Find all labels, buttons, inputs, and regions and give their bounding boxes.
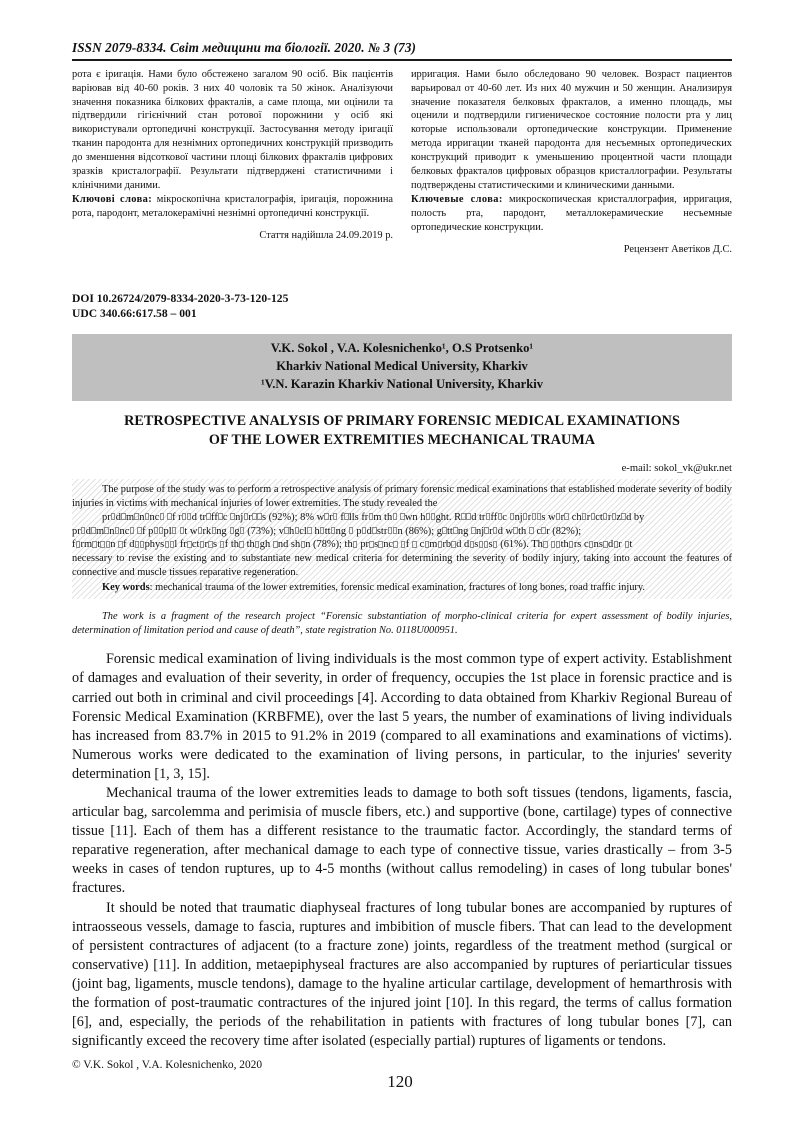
missing-glyph <box>589 541 593 548</box>
missing-glyph <box>431 513 435 520</box>
missing-glyph <box>388 527 392 534</box>
article-body <box>72 650 732 1051</box>
missing-glyph <box>206 513 210 520</box>
missing-glyph <box>218 513 222 520</box>
article-title <box>72 412 732 450</box>
missing-glyph <box>159 527 163 534</box>
missing-glyph <box>541 527 545 534</box>
missing-glyph <box>333 513 337 520</box>
abstract-en-degraded-line-1: pr d m n nc f r d tr ff c nj r s (92%); 8% w r f lls fr m th wn h ght. R d tr ff c nj r s w r ch r ct r z d by <box>102 511 645 523</box>
abstract-en-keywords-label: Key words <box>102 582 150 594</box>
identifiers-block <box>72 291 732 322</box>
abstract-ru-body: ирригация. Нами было обследовано 90 человек. Возраст пациентов варьировал от 40-60 лет. Из них 40 мужчин и 50 женщин. Анализируя значение показателя белковых фракталов, а именно площадь, мы оценили и подтвердили гигиеническое состояние полости рта у лиц которые использовали ортопедические конструкции. Применение метода ирригации тканей пародонта для несъемных ортопедических конструкций приводит к уменьшению процентной части площади белковых фракталов цифровых образцов кристаллографии. Результаты подтверждены статистическими и клиническими данными. <box>411 69 732 191</box>
abstract-columns <box>72 68 732 257</box>
missing-glyph <box>556 541 560 548</box>
missing-glyph <box>145 513 149 520</box>
abstract-en-outro: necessary to revise the existing and to substantiate new medical criteria for determining the severity of bodily injury, taking into account the features of connective and muscle tissues reparative regeneration. <box>72 553 732 579</box>
abstract-en-degraded-line-3: f rm t n f d phys l fr ct r s f th th gh nd sh n (78%); th pr s nc f c m rb d d s s (61%). Th th rs c ns d r t <box>72 539 633 551</box>
missing-glyph <box>187 541 191 548</box>
missing-glyph <box>257 513 261 520</box>
missing-glyph <box>212 527 216 534</box>
missing-glyph <box>372 527 376 534</box>
missing-glyph <box>230 527 234 534</box>
missing-glyph <box>471 527 475 534</box>
missing-glyph <box>198 527 202 534</box>
abstract-ru-footnote: Рецензент Аветіков Д.С. <box>623 243 732 255</box>
abstract-en-keywords <box>72 581 732 595</box>
missing-glyph <box>100 541 104 548</box>
missing-glyph <box>252 513 256 520</box>
missing-glyph <box>378 541 382 548</box>
missing-glyph <box>121 513 125 520</box>
missing-glyph <box>401 541 405 548</box>
missing-glyph <box>111 513 115 520</box>
running-head-rule <box>72 59 732 61</box>
missing-glyph <box>466 513 470 520</box>
missing-glyph <box>453 527 457 534</box>
missing-glyph <box>167 513 171 520</box>
missing-glyph <box>244 513 248 520</box>
missing-glyph <box>426 513 430 520</box>
missing-glyph <box>425 541 429 548</box>
missing-glyph <box>165 541 169 548</box>
missing-glyph <box>438 541 442 548</box>
missing-glyph <box>92 541 96 548</box>
missing-glyph <box>106 541 110 548</box>
missing-glyph <box>140 541 144 548</box>
abstract-uk-keywords-text: мікроскопічна кристалографія, іригація, порожнина рота, пародонт, металокерамічні незнімні ортопедичні конструкції. <box>72 194 393 220</box>
missing-glyph <box>451 541 455 548</box>
abstract-uk-keywords-label: Ключові слова: <box>72 194 153 206</box>
doi-line: DOI 10.26724/2079-8334-2020-3-73-120-125 <box>72 291 289 305</box>
missing-glyph <box>115 527 119 534</box>
abstract-ru-keywords-text: микроскопическая кристаллография, ирригация, полость рта, пародонт, металлокерамические несъемные ортопедические конструкции. <box>411 194 732 234</box>
missing-glyph <box>510 513 514 520</box>
missing-glyph <box>603 541 607 548</box>
missing-glyph <box>255 541 259 548</box>
abstract-ukrainian <box>72 68 393 257</box>
abstract-uk-body: рота є іригація. Нами було обстежено загалом 90 осіб. Вік пацієнтів варіював від 40-60 років. З них 40 чоловік та 50 жінок. Аналізуючи значення показника білкових фракталів, а саме площа, ми оцінили та підтвердили гігієнічний стан ротової порожнини у осіб які використували ортопедичні конструкції. Застосування методу іригації тканин пародонта для незнімних ортопедичних конструкцій призводить до зменшення відсоткової частини площі білкових фракталів цифрових зразків кристалографії. Результати підтверджені статистичними і клінічними даними. <box>72 69 393 191</box>
authors-list: V.K. Sokol , V.A. Kolesnichenko¹, O.S Protsenko¹ <box>270 341 534 356</box>
missing-glyph <box>118 541 122 548</box>
missing-glyph <box>537 513 541 520</box>
abstract-en-intro: The purpose of the study was to perform a retrospective analysis of primary forensic medical examinations that established moderate severity of bodily injuries in victims with mechanical injuries of lower extremities. The study revealed the <box>72 483 732 509</box>
body-paragraph-1: Forensic medical examination of living individuals is the most common type of expert activity. Establishment of damages and evaluation of their severity, in order of frequency, occupies the 1st place in forensic practice and is carried out both in criminal and civil proceedings [4]. According to data obtained from Kharkiv Regional Bureau of Forensic Medical Examination (KRBFME), over the last 5 years, the number of examinations of living individuals has increased from 83.7% in 2015 to 91.2% in 2019 (compared to all examinations and examinations of victims). Numerous works were dedicated to the examination of living persons, in particular, to the injuries' severity determination [1, 3, 15]. <box>72 651 732 782</box>
abstract-russian <box>411 68 732 257</box>
affiliation-primary: Kharkiv National Medical University, Kharkiv <box>276 359 528 374</box>
missing-glyph <box>76 541 80 548</box>
missing-glyph <box>556 513 560 520</box>
missing-glyph <box>369 541 373 548</box>
copyright-line: © V.K. Sokol , V.A. Kolesnichenko, 2020 <box>72 1059 263 1071</box>
missing-glyph <box>614 541 618 548</box>
missing-glyph <box>529 527 533 534</box>
missing-glyph <box>625 541 629 548</box>
missing-glyph <box>479 541 483 548</box>
missing-glyph <box>344 513 348 520</box>
missing-glyph <box>284 527 288 534</box>
missing-glyph <box>493 541 497 548</box>
missing-glyph <box>470 541 474 548</box>
affiliation-secondary: ¹V.N. Karazin Kharkiv National University, Kharkiv <box>260 377 544 392</box>
missing-glyph <box>523 513 527 520</box>
missing-glyph <box>486 513 490 520</box>
missing-glyph <box>498 513 502 520</box>
missing-glyph <box>81 527 85 534</box>
missing-glyph <box>603 513 607 520</box>
missing-glyph <box>569 541 573 548</box>
article-title-line-1: RETROSPECTIVE ANALYSIS OF PRIMARY FORENSIC MEDICAL EXAMINATIONS <box>124 412 680 429</box>
missing-glyph <box>154 527 158 534</box>
research-project-note: The work is a fragment of the research project “Forensic substantiation of morpho-clinical criteria for expert assessment of bodily injuries, determination of limitation period and cause of death”, state registration No. 0118U000951. <box>72 611 732 637</box>
abstract-uk-keywords <box>72 193 393 221</box>
missing-glyph <box>130 527 134 534</box>
abstract-en-keywords-text: : mechanical trauma of the lower extremities, forensic medical examination, fractures of long bones, road traffic injury. <box>149 582 646 594</box>
missing-glyph <box>493 527 497 534</box>
udc-line: UDC 340.66:617.58 – 001 <box>72 307 197 321</box>
missing-glyph <box>484 541 488 548</box>
body-paragraph-3: It should be noted that traumatic diaphyseal fractures of long tubular bones are accompanied by ruptures of intraosseous vessels, damage to fascia, ruptures and imbibition of muscle fibers. That can lead to the development of persistent contractures of adjacent (to a fracture zone) joints, regardless of the treatment method (surgical or conservative) [11]. In addition, metaepiphyseal fractures are also accompanied by ruptures of periarticular tissues (joint bag, ligaments, muscle tendons), damage to the hyaline articular cartilage, development of hemarthrosis with the formation of post-traumatic contractures of the injured joint [10]. In this regard, the terms of callus formation [6], and, especially, the periods of the rehabilitation in patients with fractures of long tubular bones [7], can significantly exceed the recovery time after isolated (especially partial) ruptures of ligaments or tendons. <box>72 899 732 1050</box>
page-number: 120 <box>387 1072 413 1091</box>
missing-glyph <box>484 527 488 534</box>
missing-glyph <box>135 541 139 548</box>
abstract-ru-keywords <box>411 193 732 234</box>
abstract-english <box>72 479 732 600</box>
body-paragraph-2: Mechanical trauma of the lower extremities leads to damage to both soft tissues (tendons, ligaments, fascia, articular bag, sarcolemma and perimisia of muscle fibers, etc.) and supportive (bone, cartilage) types of connective tissue [11]. Each of them has a different resistance to the traumatic factor. Accordingly, the standard terms of reparative regeneration, after mechanical damage to each type of connective tissue, varies drastically – from 3-5 weeks in cases of tendon ruptures, up to 4-5 months (without callus remodeling) in cases of long tubular bones' fractures. <box>72 784 732 897</box>
article-title-line-2: OF THE LOWER EXTREMITIES MECHANICAL TRAUMA <box>208 431 596 448</box>
missing-glyph <box>621 513 625 520</box>
missing-glyph <box>187 513 191 520</box>
missing-glyph <box>400 513 404 520</box>
missing-glyph <box>513 527 517 534</box>
missing-glyph <box>180 527 184 534</box>
missing-glyph <box>564 513 568 520</box>
missing-glyph <box>172 527 176 534</box>
missing-glyph <box>393 541 397 548</box>
missing-glyph <box>137 527 141 534</box>
missing-glyph <box>369 513 373 520</box>
missing-glyph <box>551 541 555 548</box>
missing-glyph <box>543 541 547 548</box>
abstract-ru-keywords-label: Ключевые слова: <box>411 194 503 206</box>
author-email[interactable]: e-mail: sokol_vk@ukr.net <box>621 462 732 474</box>
missing-glyph <box>134 513 138 520</box>
running-head: ISSN 2079-8334. Світ медицини та біології. 2020. № 3 (73) <box>72 40 417 55</box>
missing-glyph <box>200 541 204 548</box>
missing-glyph <box>170 541 174 548</box>
authors-band <box>72 334 732 401</box>
missing-glyph <box>532 513 536 520</box>
missing-glyph <box>442 527 446 534</box>
missing-glyph <box>91 527 95 534</box>
missing-glyph <box>160 513 164 520</box>
missing-glyph <box>349 527 353 534</box>
abstract-uk-footnote: Стаття надійшла 24.09.2019 р. <box>259 230 393 242</box>
missing-glyph <box>591 513 595 520</box>
missing-glyph <box>182 513 186 520</box>
abstract-en-degraded-line-2: pr d m n nc f p pl t w rk ng g (73%); v h cl h tt ng p d str n (86%); g tt ng nj r d w th c r (82%); <box>72 525 582 537</box>
missing-glyph <box>393 513 397 520</box>
missing-glyph <box>295 527 299 534</box>
missing-glyph <box>612 513 616 520</box>
missing-glyph <box>362 527 366 534</box>
missing-glyph <box>324 513 328 520</box>
missing-glyph <box>461 513 465 520</box>
missing-glyph <box>307 527 311 534</box>
missing-glyph <box>208 541 212 548</box>
missing-glyph <box>220 541 224 548</box>
missing-glyph <box>104 527 108 534</box>
missing-glyph <box>239 541 243 548</box>
missing-glyph <box>393 527 397 534</box>
missing-glyph <box>412 541 416 548</box>
missing-glyph <box>240 527 244 534</box>
missing-glyph <box>273 541 277 548</box>
missing-glyph <box>331 527 335 534</box>
missing-glyph <box>230 513 234 520</box>
missing-glyph <box>353 541 357 548</box>
missing-glyph <box>582 513 586 520</box>
missing-glyph <box>320 527 324 534</box>
missing-glyph <box>301 541 305 548</box>
